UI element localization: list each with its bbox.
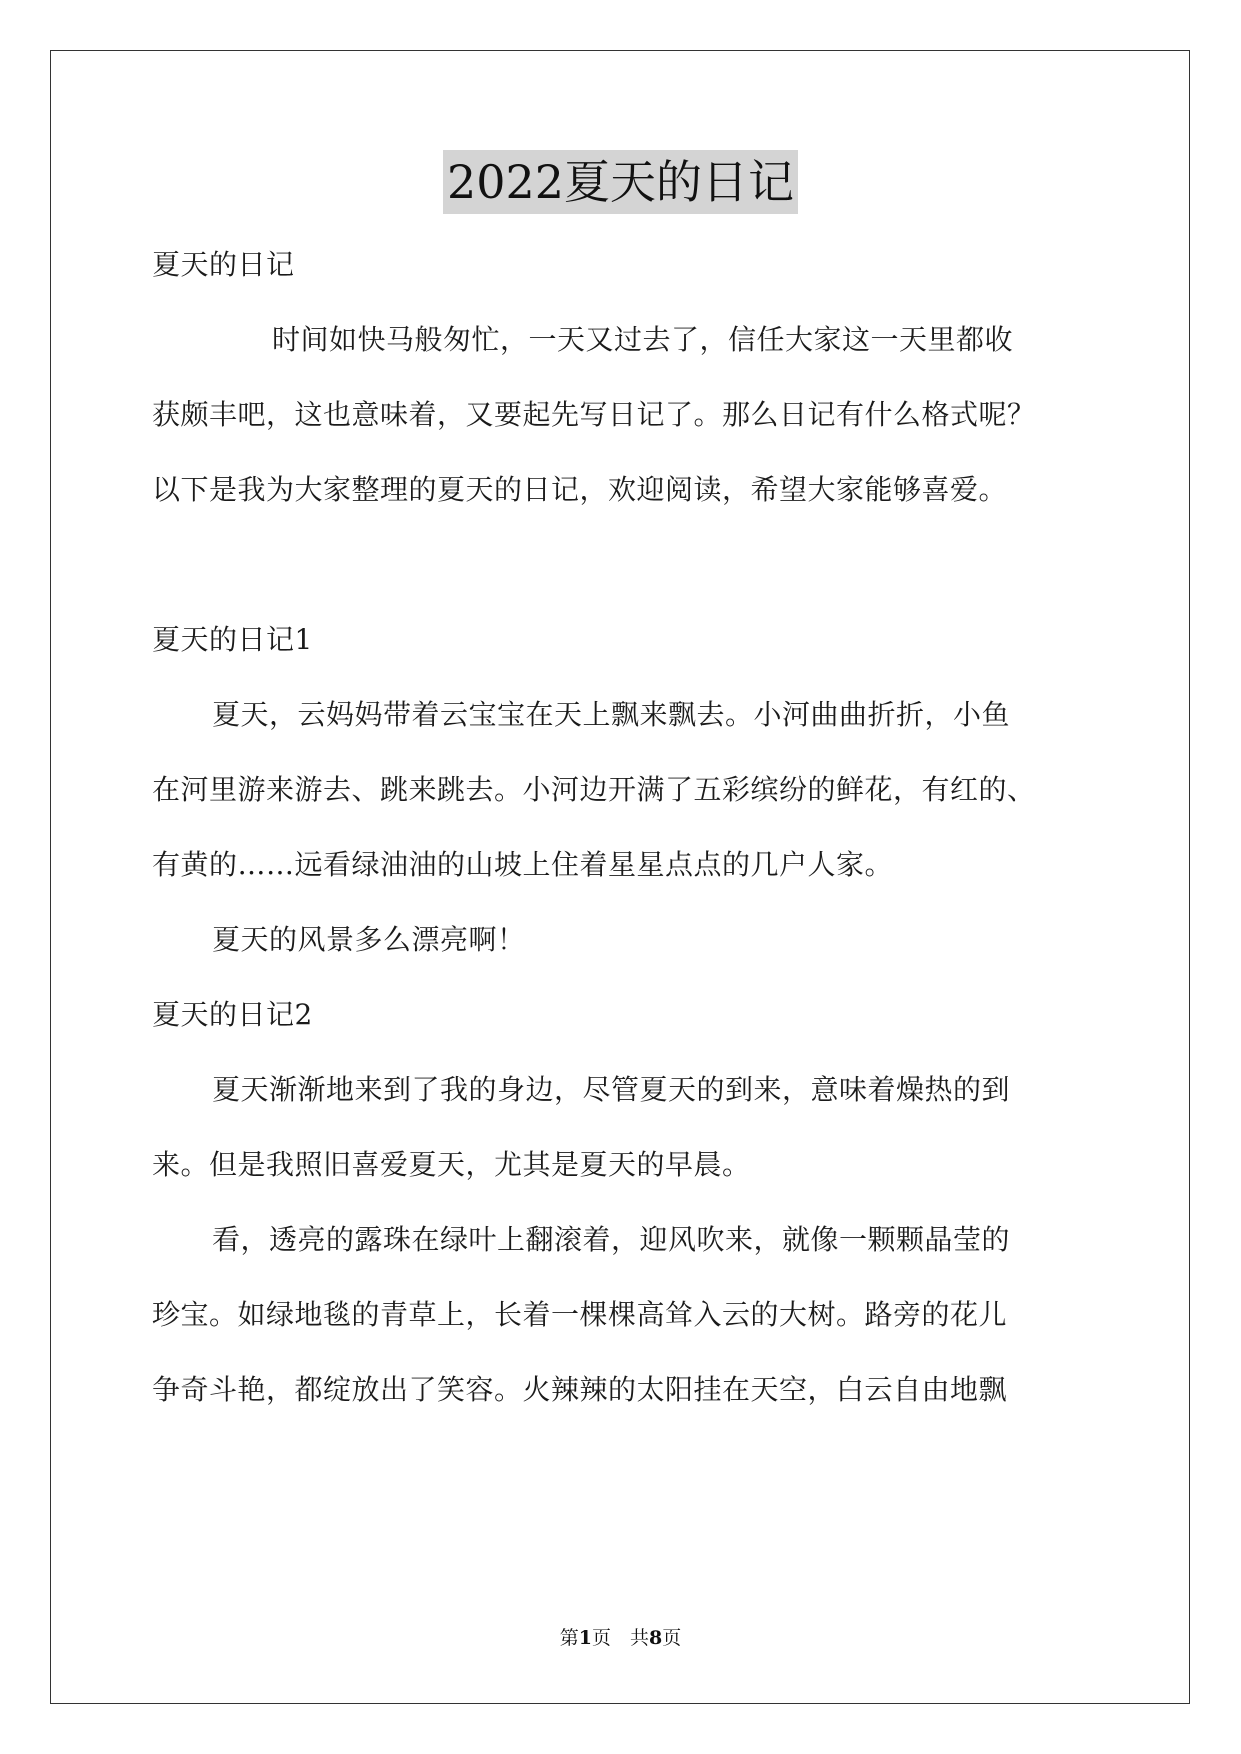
paragraph-line: 来。但是我照旧喜爱夏天，尤其是夏天的早晨。 — [152, 1148, 751, 1181]
page-suffix: 页 — [662, 1627, 682, 1649]
heading-line: 夏天的日记 — [152, 248, 295, 281]
heading-line: 夏天的日记2 — [152, 998, 313, 1031]
paragraph-line: 有黄的……远看绿油油的山坡上住着星星点点的几户人家。 — [152, 848, 894, 881]
current-page-number: 1 — [578, 1627, 592, 1649]
paragraph-line: 夏天渐渐地来到了我的身边，尽管夏天的到来，意味着燥热的到 — [212, 1073, 1011, 1106]
paragraph-line: 在河里游来游去、跳来跳去。小河边开满了五彩缤纷的鲜花，有红的、 — [152, 773, 1036, 806]
paragraph-line: 时间如快马般匆忙，一天又过去了，信任大家这一天里都收 — [272, 323, 1014, 356]
page-mid: 页 共 — [591, 1627, 649, 1649]
paragraph-line: 珍宝。如绿地毯的青草上，长着一棵棵高耸入云的大树。路旁的花儿 — [152, 1298, 1008, 1331]
paragraph-line: 以下是我为大家整理的夏天的日记，欢迎阅读，希望大家能够喜爱。 — [152, 473, 1008, 506]
paragraph-line: 争奇斗艳，都绽放出了笑容。火辣辣的太阳挂在天空，白云自由地飘 — [152, 1373, 1008, 1406]
title-container — [0, 150, 1241, 214]
paragraph-line: 夏天，云妈妈带着云宝宝在天上飘来飘去。小河曲曲折折，小鱼 — [212, 698, 1011, 731]
heading-line: 夏天的日记1 — [152, 623, 313, 656]
page-footer — [0, 1623, 1241, 1650]
page-prefix: 第 — [559, 1627, 579, 1649]
paragraph-line: 获颇丰吧，这也意味着，又要起先写日记了。那么日记有什么格式呢？ — [152, 398, 1036, 431]
total-page-number: 8 — [649, 1627, 663, 1649]
paragraph-line: 看，透亮的露珠在绿叶上翻滚着，迎风吹来，就像一颗颗晶莹的 — [212, 1223, 1011, 1256]
paragraph-line: 夏天的风景多么漂亮啊！ — [212, 923, 526, 956]
document-title: 2022夏天的日记 — [443, 150, 798, 214]
